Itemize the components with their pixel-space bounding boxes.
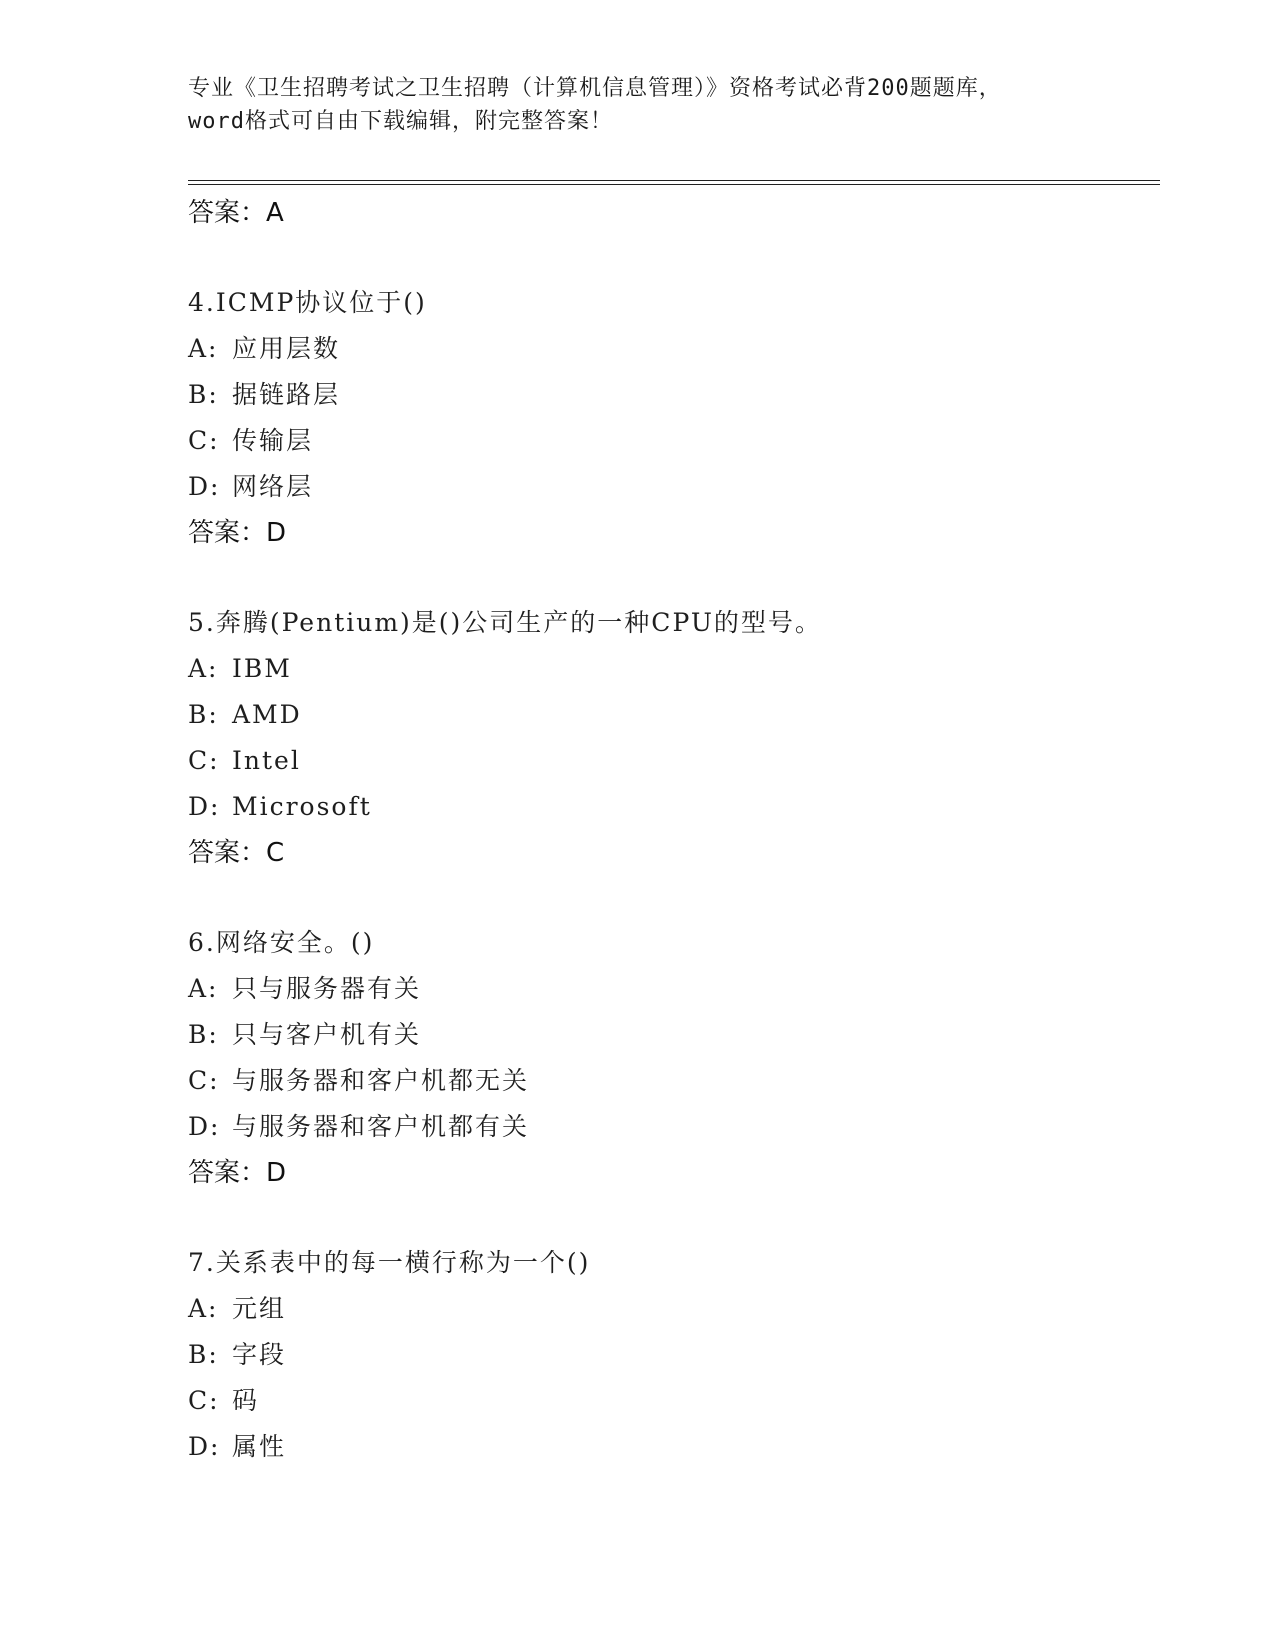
option-letter: A: (188, 654, 219, 683)
option-a (188, 326, 1148, 372)
answer-line: 答案：A (188, 198, 284, 228)
option-a (188, 1286, 1148, 1332)
question-5 (188, 600, 1148, 876)
option-letter: C: (188, 426, 220, 455)
option-a (188, 966, 1148, 1012)
question-7 (188, 1240, 1148, 1470)
option-text: IBM (232, 654, 292, 683)
option-letter: B: (188, 1020, 219, 1049)
option-letter: A: (188, 974, 219, 1003)
option-a (188, 646, 1148, 692)
option-text: 网络层 (232, 472, 314, 501)
option-c (188, 738, 1148, 784)
option-letter: B: (188, 700, 219, 729)
answer-line: 答案：C (188, 838, 285, 868)
question-stem: 4.ICMP协议位于() (188, 288, 427, 317)
option-text: Intel (232, 746, 301, 775)
question-stem: 5.奔腾(Pentium)是()公司生产的一种CPU的型号。 (188, 608, 822, 637)
option-c (188, 418, 1148, 464)
header-divider-bottom (188, 184, 1160, 185)
option-text: 字段 (232, 1340, 287, 1369)
option-letter: D: (188, 1112, 221, 1141)
option-letter: D: (188, 792, 221, 821)
option-letter: D: (188, 472, 221, 501)
option-text: AMD (232, 700, 302, 729)
option-letter: B: (188, 1340, 219, 1369)
header-line-2: word格式可自由下载编辑，附完整答案！ (188, 109, 613, 134)
option-text: Microsoft (232, 792, 372, 821)
option-letter: A: (188, 334, 219, 363)
question-list (188, 190, 1148, 1470)
option-text: 只与服务器有关 (232, 974, 422, 1003)
option-b (188, 1012, 1148, 1058)
option-letter: C: (188, 1066, 220, 1095)
option-b (188, 372, 1148, 418)
option-text: 与服务器和客户机都有关 (232, 1112, 530, 1141)
option-text: 应用层数 (232, 334, 341, 363)
option-letter: C: (188, 1386, 220, 1415)
option-text: 与服务器和客户机都无关 (232, 1066, 530, 1095)
option-c (188, 1058, 1148, 1104)
question-6 (188, 920, 1148, 1196)
option-d (188, 464, 1148, 510)
option-c (188, 1378, 1148, 1424)
option-text: 元组 (232, 1294, 287, 1323)
option-text: 传输层 (232, 426, 314, 455)
question-4 (188, 280, 1148, 556)
option-letter: C: (188, 746, 220, 775)
option-text: 只与客户机有关 (232, 1020, 422, 1049)
option-b (188, 1332, 1148, 1378)
option-b (188, 692, 1148, 738)
option-letter: A: (188, 1294, 219, 1323)
option-text: 据链路层 (232, 380, 341, 409)
question-stem: 7.关系表中的每一横行称为一个() (188, 1248, 591, 1277)
question-stem: 6.网络安全。() (188, 928, 375, 957)
header-line-1: 专业《卫生招聘考试之卫生招聘（计算机信息管理）》资格考试必背200题题库， (188, 76, 1002, 101)
answer-line: 答案：D (188, 1158, 287, 1188)
header-divider-top (188, 180, 1160, 181)
option-letter: D: (188, 1432, 221, 1461)
document-header (188, 72, 1118, 138)
answer-line: 答案：D (188, 518, 287, 548)
option-d (188, 1424, 1148, 1470)
option-d (188, 1104, 1148, 1150)
option-d (188, 784, 1148, 830)
option-letter: B: (188, 380, 219, 409)
option-text: 属性 (232, 1432, 287, 1461)
option-text: 码 (232, 1386, 260, 1415)
